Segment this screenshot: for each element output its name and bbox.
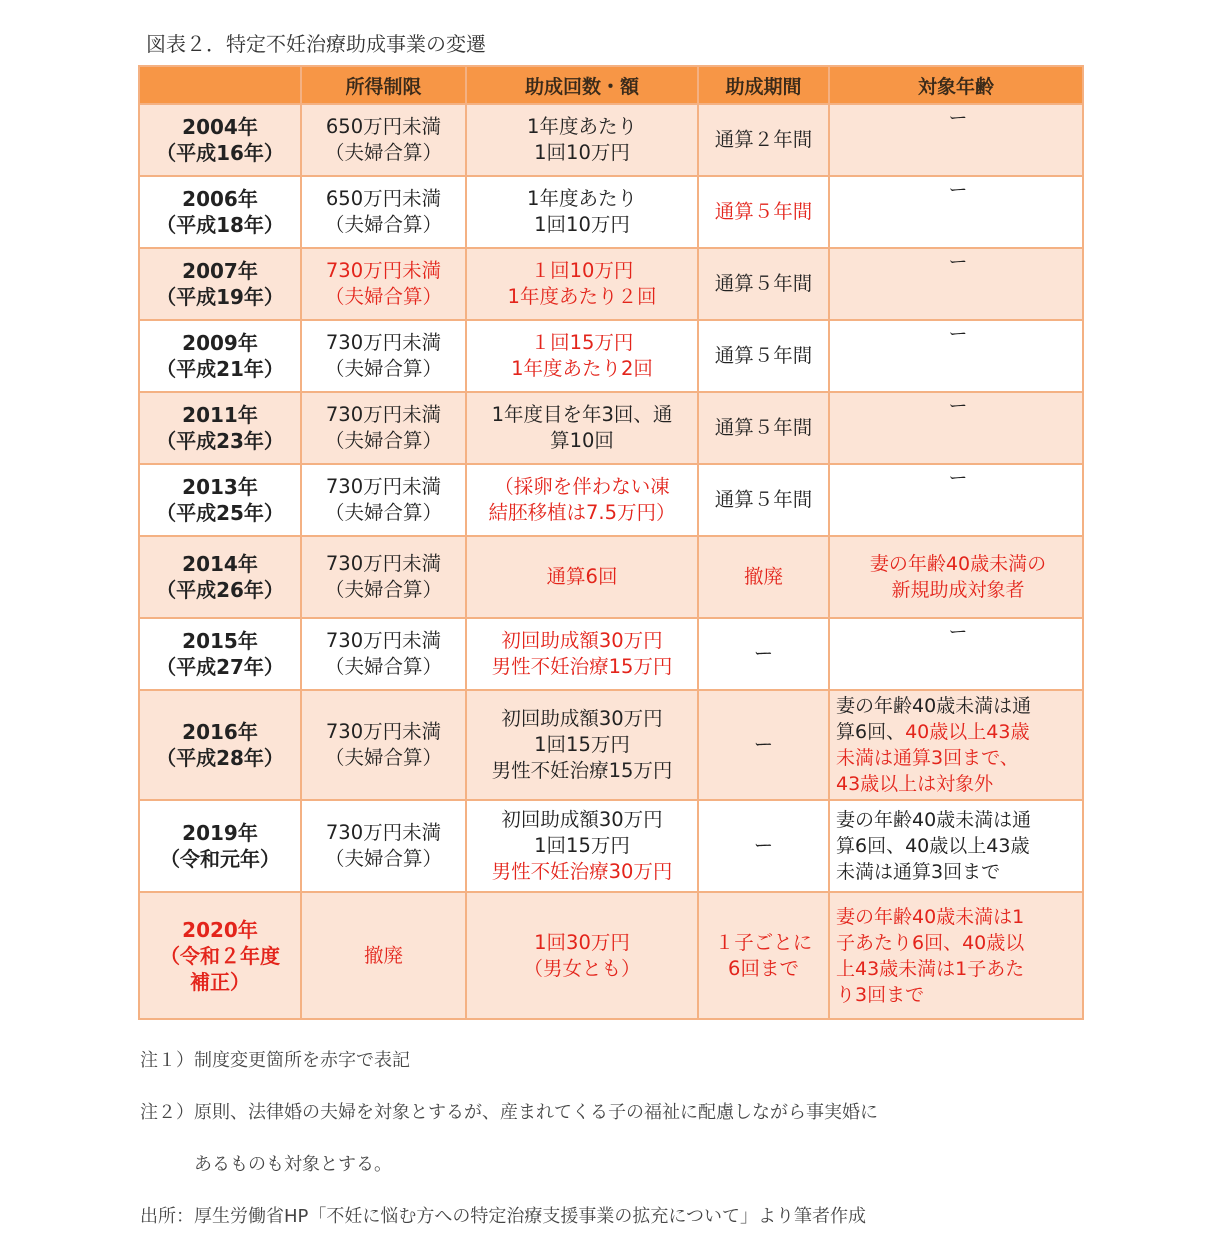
- notes: [140, 1022, 878, 1256]
- table-row: [139, 104, 1083, 176]
- note-2: 注２）原則、法律婚の夫婦を対象とするが、産まれてくる子の福祉に配慮しながら事実婚に: [140, 1102, 878, 1123]
- cell-age: [829, 320, 1083, 392]
- cell-age: [829, 176, 1083, 248]
- cell-income: [301, 104, 466, 176]
- cell-text: ー: [948, 323, 968, 345]
- cell-count: [466, 248, 698, 320]
- cell-count: [466, 392, 698, 464]
- header-period: 助成期間: [698, 66, 829, 104]
- cell-text: 650万円未満 （夫婦合算）: [324, 187, 442, 236]
- table-row: [139, 248, 1083, 320]
- cell-period: [698, 320, 829, 392]
- cell-age: [829, 800, 1083, 892]
- cell-text: ー: [948, 251, 968, 273]
- cell-text: 男性不妊治療30万円: [491, 860, 673, 883]
- cell-count: [466, 176, 698, 248]
- cell-period: [698, 892, 829, 1019]
- cell-text: 2014年 （平成26年）: [156, 552, 284, 602]
- cell-text: 妻の年齢40歳未満は1 子あたり6回、40歳以 上43歳未満は1子あた り3回まで: [836, 905, 1025, 1006]
- cell-period: [698, 176, 829, 248]
- cell-age: [829, 690, 1083, 800]
- cell-text: 2007年 （平成19年）: [156, 259, 284, 309]
- cell-age: [829, 104, 1083, 176]
- cell-text: 730万円未満 （夫婦合算）: [324, 331, 442, 380]
- header-income-limit: 所得制限: [301, 66, 466, 104]
- cell-year: [139, 690, 301, 800]
- figure-title: 図表２．特定不妊治療助成事業の変遷: [146, 32, 486, 56]
- cell-income: [301, 892, 466, 1019]
- table-row: [139, 800, 1083, 892]
- cell-period: [698, 104, 829, 176]
- subsidy-history-table: [138, 65, 1084, 1020]
- note-2-cont: あるものも対象とする。: [140, 1154, 392, 1175]
- cell-count: [466, 104, 698, 176]
- cell-text: 妻の年齢40歳未満は通 算6回、40歳以上43歳 未満は通算3回まで: [836, 809, 1032, 883]
- table-row: [139, 618, 1083, 690]
- cell-text: １回10万円 1年度あたり２回: [507, 259, 657, 308]
- table-row: [139, 320, 1083, 392]
- cell-text: 730万円未満 （夫婦合算）: [324, 552, 442, 601]
- cell-period: [698, 690, 829, 800]
- cell-text: ー: [948, 107, 968, 129]
- cell-year: [139, 464, 301, 536]
- cell-text: ー: [753, 834, 774, 857]
- cell-text: 通算５年間: [714, 200, 813, 223]
- cell-income: [301, 800, 466, 892]
- cell-text: 撤廃: [363, 943, 403, 967]
- cell-text: 2011年 （平成23年）: [156, 403, 284, 453]
- cell-text: ー: [948, 467, 968, 489]
- cell-income: [301, 618, 466, 690]
- cell-text: 撤廃: [743, 565, 783, 588]
- cell-year: [139, 800, 301, 892]
- cell-age: [829, 618, 1083, 690]
- cell-text: ー: [948, 621, 968, 643]
- cell-income: [301, 320, 466, 392]
- cell-year: [139, 104, 301, 176]
- cell-count: [466, 800, 698, 892]
- cell-text: 1年度あたり 1回10万円: [527, 187, 637, 236]
- table-row: [139, 176, 1083, 248]
- header-year: [139, 66, 301, 104]
- cell-text: 2020年 （令和２年度 補正）: [160, 917, 280, 994]
- cell-period: [698, 800, 829, 892]
- cell-year: [139, 320, 301, 392]
- cell-income: [301, 392, 466, 464]
- cell-age: [829, 464, 1083, 536]
- cell-year: [139, 392, 301, 464]
- cell-text: ー: [753, 733, 774, 756]
- cell-text: 通算２年間: [714, 128, 813, 151]
- cell-text: 通算５年間: [714, 416, 813, 439]
- cell-text: 初回助成額30万円 1回15万円: [501, 808, 663, 857]
- cell-text: 2013年 （平成25年）: [156, 475, 284, 525]
- cell-text: 通算５年間: [714, 344, 813, 367]
- cell-income: [301, 690, 466, 800]
- cell-income: [301, 464, 466, 536]
- table-header-row: [139, 66, 1083, 104]
- cell-period: [698, 248, 829, 320]
- cell-text: 730万円未満 （夫婦合算）: [324, 403, 442, 452]
- header-count-amount: 助成回数・額: [466, 66, 698, 104]
- cell-year: [139, 618, 301, 690]
- cell-text: 通算５年間: [714, 488, 813, 511]
- cell-text: １回15万円 1年度あたり2回: [511, 331, 653, 380]
- cell-text: ー: [948, 179, 968, 201]
- cell-text: ー: [948, 395, 968, 417]
- cell-income: [301, 536, 466, 618]
- cell-text: 2004年 （平成16年）: [156, 115, 284, 165]
- cell-count: [466, 320, 698, 392]
- table-row: [139, 464, 1083, 536]
- cell-text: 730万円未満 （夫婦合算）: [324, 821, 442, 870]
- cell-text: 730万円未満 （夫婦合算）: [324, 475, 442, 524]
- cell-text: １子ごとに 6回まで: [714, 930, 813, 980]
- cell-count: [466, 464, 698, 536]
- cell-text: 1回30万円 （男女とも）: [523, 930, 641, 980]
- cell-text: 初回助成額30万円 1回15万円 男性不妊治療15万円: [491, 707, 673, 782]
- cell-period: [698, 464, 829, 536]
- cell-text: 妻の年齢40歳未満は通 算6回、: [836, 695, 1032, 743]
- cell-period: [698, 618, 829, 690]
- cell-age: [829, 392, 1083, 464]
- cell-year: [139, 248, 301, 320]
- cell-age: [829, 536, 1083, 618]
- cell-text: 2019年 （令和元年）: [160, 821, 280, 871]
- cell-period: [698, 392, 829, 464]
- table-row: [139, 536, 1083, 618]
- table-row: [139, 392, 1083, 464]
- cell-year: [139, 892, 301, 1019]
- table-row: [139, 690, 1083, 800]
- cell-age: [829, 248, 1083, 320]
- cell-text: 650万円未満 （夫婦合算）: [324, 115, 442, 164]
- cell-text: 2015年 （平成27年）: [156, 629, 284, 679]
- cell-age: [829, 892, 1083, 1019]
- cell-text: 通算５年間: [714, 272, 813, 295]
- cell-count: [466, 536, 698, 618]
- header-age: 対象年齢: [829, 66, 1083, 104]
- cell-income: [301, 248, 466, 320]
- cell-text: 2006年 （平成18年）: [156, 187, 284, 237]
- cell-count: [466, 690, 698, 800]
- cell-text: 1年度目を年3回、通 算10回: [491, 403, 673, 452]
- cell-text: （採卵を伴わない凍 結胚移植は7.5万円）: [488, 475, 676, 524]
- cell-text: 通算6回: [546, 565, 618, 588]
- cell-count: [466, 618, 698, 690]
- note-1: 注１）制度変更箇所を赤字で表記: [140, 1050, 410, 1071]
- cell-year: [139, 536, 301, 618]
- table-row: [139, 892, 1083, 1019]
- cell-text: 730万円未満 （夫婦合算）: [324, 720, 442, 769]
- cell-text: 2016年 （平成28年）: [156, 720, 284, 770]
- cell-text: 40歳以上43歳 未満は通算3回まで、 43歳以上は対象外: [836, 721, 1030, 795]
- cell-income: [301, 176, 466, 248]
- cell-text: 妻の年齢40歳未満の 新規助成対象者: [869, 553, 1047, 601]
- cell-text: 730万円未満 （夫婦合算）: [324, 259, 442, 308]
- cell-text: 730万円未満 （夫婦合算）: [324, 629, 442, 678]
- cell-year: [139, 176, 301, 248]
- cell-text: 初回助成額30万円 男性不妊治療15万円: [491, 629, 673, 678]
- cell-period: [698, 536, 829, 618]
- source: 出所：厚生労働省HP「不妊に悩む方への特定治療支援事業の拡充について」より筆者作成: [140, 1206, 867, 1227]
- cell-text: ー: [753, 642, 774, 665]
- cell-count: [466, 892, 698, 1019]
- cell-text: 2009年 （平成21年）: [156, 331, 284, 381]
- cell-text: 1年度あたり 1回10万円: [527, 115, 637, 164]
